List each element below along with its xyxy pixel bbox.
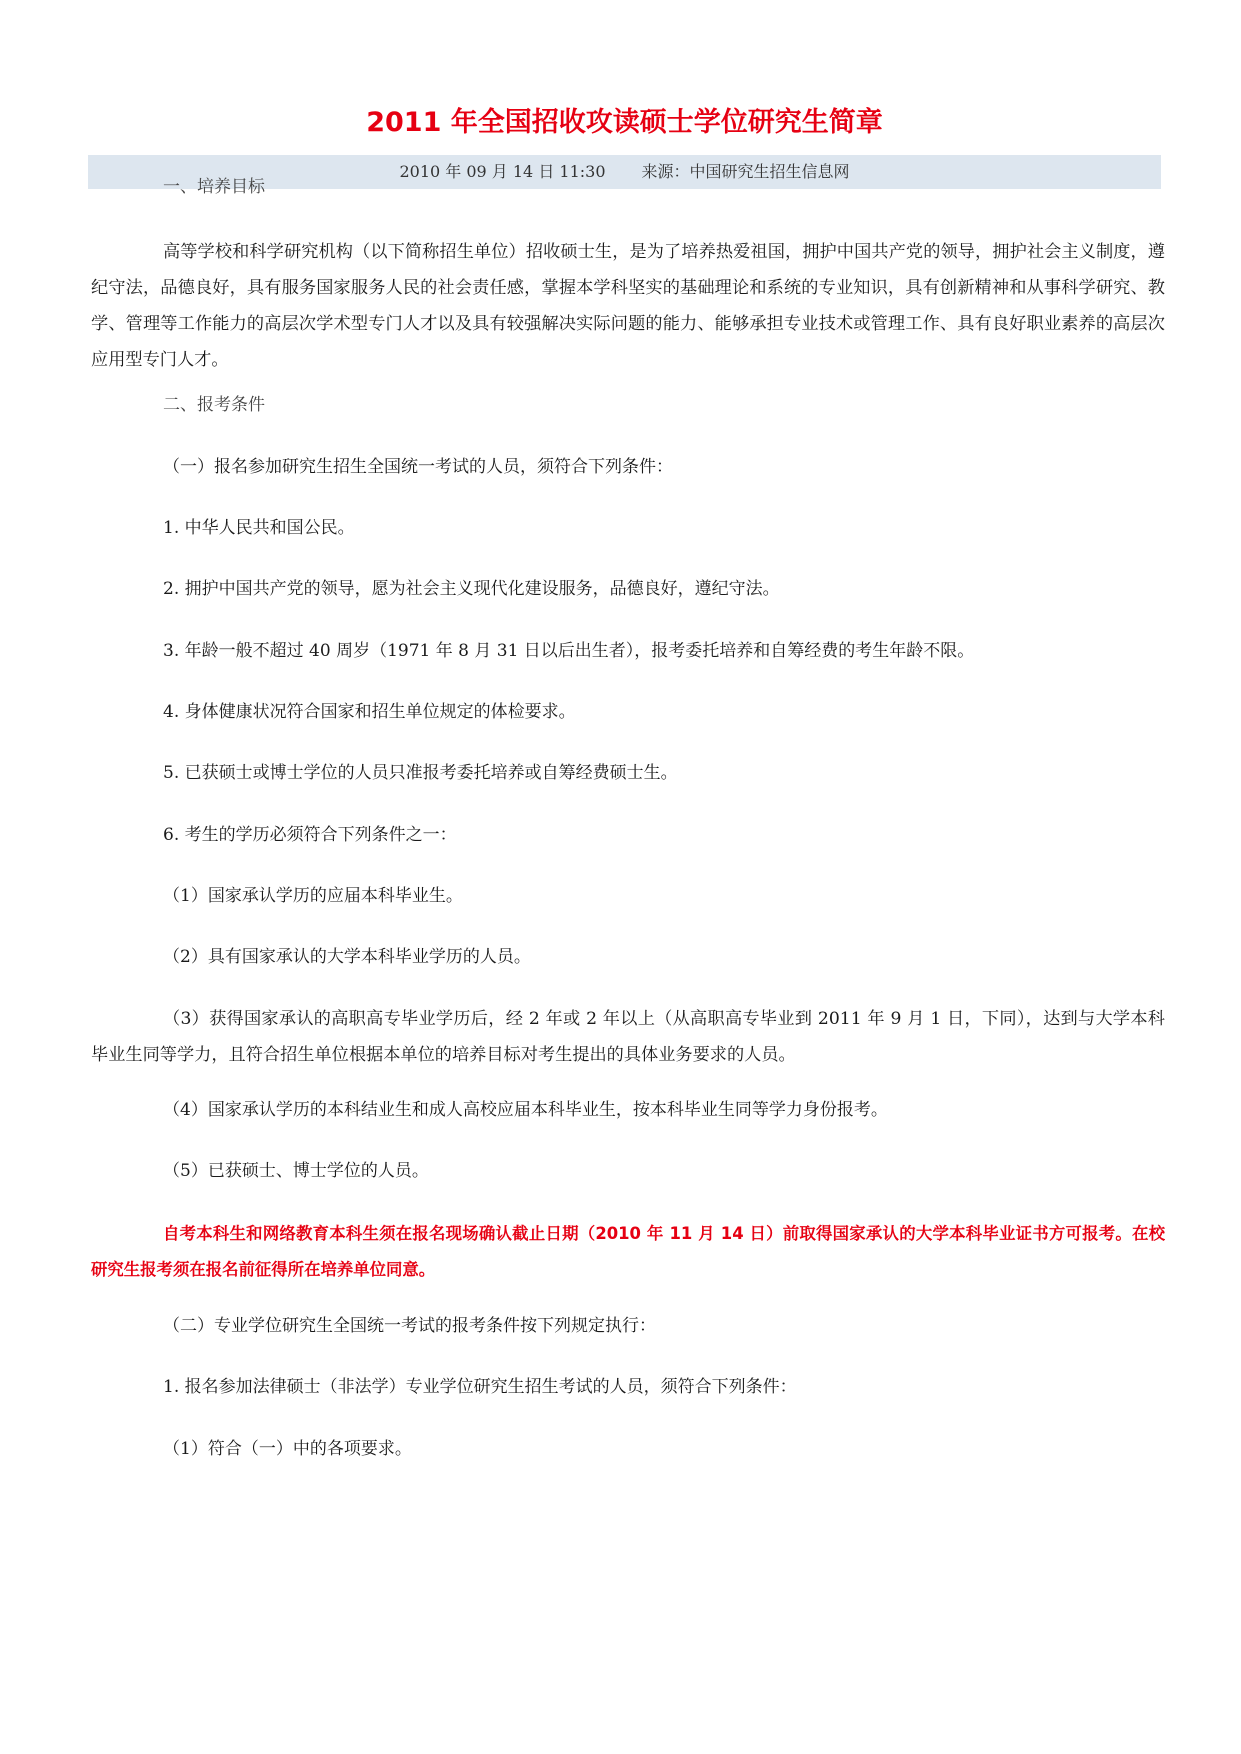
requirements-subheading-unified-exam: （一）报名参加研究生招生全国统一考试的人员，须符合下列条件： — [163, 457, 673, 477]
important-notice: 自考本科生和网络教育本科生须在报名现场确认截止日期（2010 年 11 月 14 日）前取得国家承认的大学本科毕业证书方可报考。在校研究生报考须在报名前征得所在培养单位同意。 — [91, 1224, 1165, 1279]
requirement-item: 3. 年龄一般不超过 40 周岁（1971 年 8 月 31 日以后出生者），报考委托培养和自筹经费的考生年龄不限。 — [163, 641, 975, 661]
requirement-item: 6. 考生的学历必须符合下列条件之一： — [163, 825, 457, 845]
law-master-requirement: 1. 报名参加法律硕士（非法学）专业学位研究生招生考试的人员，须符合下列条件： — [163, 1377, 797, 1397]
education-condition: （4）国家承认学历的本科结业生和成人高校应届本科毕业生，按本科毕业生同等学力身份报考。 — [163, 1100, 888, 1120]
requirement-item: 1. 中华人民共和国公民。 — [163, 518, 355, 538]
page-title: 2011 年全国招收攻读硕士学位研究生简章 — [366, 107, 883, 138]
section-heading-requirements: 二、报考条件 — [163, 395, 265, 415]
requirement-item: 2. 拥护中国共产党的领导，愿为社会主义现代化建设服务，品德良好，遵纪守法。 — [163, 579, 780, 599]
education-condition: （5）已获硕士、博士学位的人员。 — [163, 1161, 429, 1181]
education-condition: （1）国家承认学历的应届本科毕业生。 — [163, 886, 463, 906]
section-heading-training-goal: 一、培养目标 — [163, 177, 265, 197]
requirement-item: 5. 已获硕士或博士学位的人员只准报考委托培养或自筹经费硕士生。 — [163, 763, 678, 783]
education-condition: （3）获得国家承认的高职高专毕业学历后，经 2 年或 2 年以上（从高职高专毕业到 2011 年 9 月 1 日，下同），达到与大学本科毕业生同等学力，且符合招生单位根据本单位的培养目标对考生提出的具体业务要求的人员。 — [91, 1009, 1165, 1065]
law-master-condition: （1）符合（一）中的各项要求。 — [163, 1439, 412, 1459]
training-goal-paragraph: 高等学校和科学研究机构（以下简称招生单位）招收硕士生，是为了培养热爱祖国，拥护中国共产党的领导，拥护社会主义制度，遵纪守法，品德良好，具有服务国家服务人民的社会责任感，掌握本学科坚实的基础理论和系统的专业知识，具有创新精神和从事科学研究、教学、管理等工作能力的高层次学术型专门人才以及具有较强解决实际问题的能力、能够承担专业技术或管理工作、具有良好职业素养的高层次应用型专门人才。 — [91, 242, 1165, 370]
publish-date: 2010 年 09 月 14 日 11:30 — [399, 162, 606, 181]
education-condition: （2）具有国家承认的大学本科毕业学历的人员。 — [163, 947, 531, 967]
requirements-subheading-professional: （二）专业学位研究生全国统一考试的报考条件按下列规定执行： — [163, 1316, 656, 1336]
article-source: 来源：中国研究生招生信息网 — [641, 162, 850, 181]
requirement-item: 4. 身体健康状况符合国家和招生单位规定的体检要求。 — [163, 702, 576, 722]
